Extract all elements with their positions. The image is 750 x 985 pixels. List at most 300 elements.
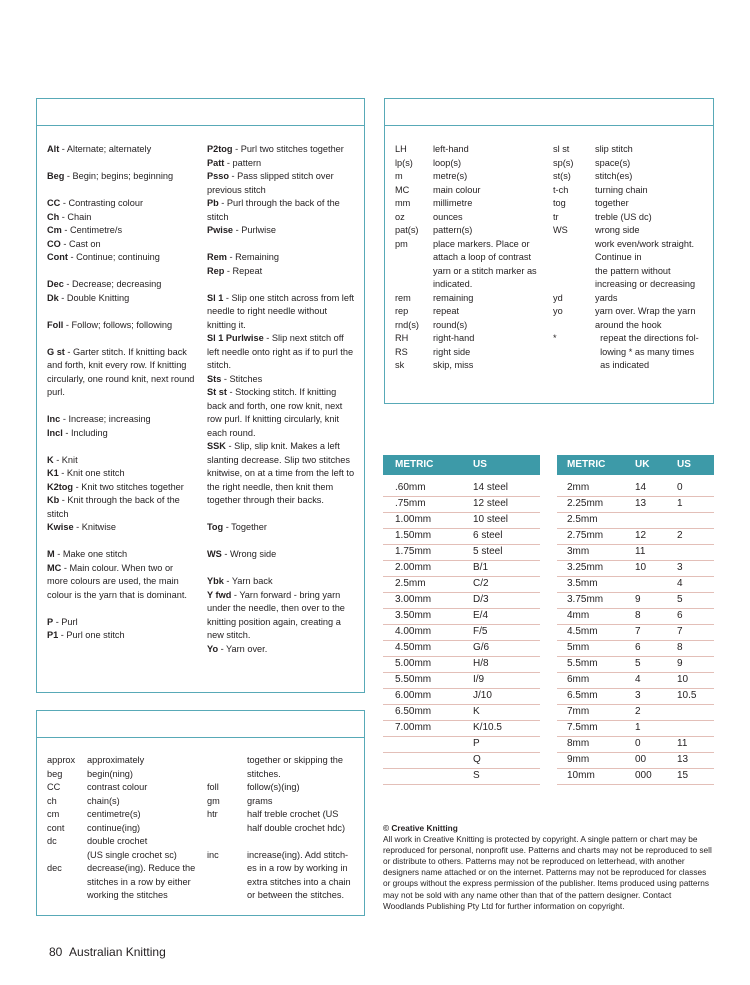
table-cell: 11 [677, 738, 688, 749]
table-cell: .75mm [395, 498, 426, 509]
term-abbreviation: rnd(s) [395, 319, 419, 330]
abbreviation-definition: - Including [62, 427, 108, 438]
term-row [553, 265, 713, 279]
term-row [207, 876, 362, 890]
term-row [47, 862, 209, 876]
abbreviation-definition: - Yarn back [223, 576, 273, 586]
needle-size-header-uk: UK [635, 459, 650, 470]
crochet-terms-box [384, 98, 714, 404]
table-cell: S [473, 770, 480, 781]
table-cell: 6 [635, 642, 641, 653]
abbreviation-term: Pb [207, 198, 219, 208]
term-row [47, 768, 209, 782]
term-row [47, 876, 209, 890]
table-cell: 9 [635, 594, 641, 605]
term-definition: pattern(s) [433, 225, 473, 235]
term-definition: the pattern without [595, 265, 671, 276]
term-row [553, 157, 713, 171]
table-cell: 14 [635, 482, 647, 493]
table-row [557, 480, 714, 497]
term-abbreviation: t-ch [553, 184, 569, 195]
abbreviation-term: P1 [47, 630, 59, 640]
table-row [383, 592, 540, 609]
abbreviation-term: K1 [47, 468, 59, 478]
table-cell: 2 [677, 530, 683, 541]
abbreviation-term: CC [47, 198, 61, 208]
term-abbreviation: beg [47, 768, 63, 779]
abbreviation-entry [47, 211, 195, 225]
table-cell: K/10.5 [473, 722, 502, 733]
table-cell: 3 [635, 690, 641, 701]
term-row [207, 889, 362, 903]
abbreviation-term: Ybk [207, 576, 224, 586]
term-definition: together [595, 198, 629, 208]
abbreviation-term: St st [207, 387, 227, 397]
table-row [557, 720, 714, 737]
table-row [383, 656, 540, 673]
abbreviation-entry [47, 548, 195, 562]
table-cell: 2mm [567, 482, 590, 493]
table-cell: P [473, 738, 480, 749]
term-definition: turning chain [595, 184, 648, 195]
table-cell: 4mm [567, 610, 590, 621]
abbreviation-entry [207, 440, 357, 508]
term-definition: millimetre [433, 198, 473, 208]
abbreviation-term: SSK [207, 441, 226, 451]
term-row [395, 238, 555, 252]
crochet-abbreviations-box [36, 710, 365, 916]
abbreviation-entry [47, 454, 195, 468]
spacer [207, 535, 357, 549]
table-cell: 13 [677, 754, 689, 765]
table-cell: 3 [677, 562, 683, 573]
term-row [207, 808, 362, 822]
table-row [383, 736, 540, 753]
term-row [395, 319, 555, 333]
crochet-terms-column-2 [553, 143, 713, 373]
term-definition: repeat the directions fol- [595, 333, 699, 343]
term-abbreviation: m [395, 171, 403, 181]
term-definition: increase(ing). Add stitch- [247, 849, 349, 860]
abbreviation-entry [47, 427, 195, 441]
term-definition: contrast colour [87, 782, 148, 792]
table-cell: H/8 [473, 658, 489, 669]
term-row [553, 211, 713, 225]
abbreviation-entry [207, 548, 357, 562]
publication-name: Australian Knitting [69, 945, 166, 959]
abbreviation-definition: - Slip, slip knit. Makes a left slanting decrease. Slip two stitches knitwise, on at a time from the left to the right needle, then knit them together through their backs. [207, 441, 355, 505]
abbreviation-term: Tog [207, 522, 224, 532]
term-definition: yarn over. Wrap the yarn [595, 306, 696, 316]
spacer [47, 305, 195, 319]
abbreviation-entry [207, 332, 357, 373]
term-row [395, 157, 555, 171]
hook-size-header-metric: METRIC [395, 459, 434, 470]
abbreviation-definition: - Cast on [60, 238, 101, 249]
crochet-abbreviations-column-2 [207, 754, 362, 903]
table-cell: 5mm [567, 642, 590, 653]
abbreviation-term: Alt [47, 144, 60, 154]
term-abbreviation: dc [47, 836, 57, 846]
abbreviation-entry [207, 197, 357, 224]
table-cell: 10 steel [473, 514, 509, 525]
term-abbreviation: WS [553, 225, 568, 235]
term-definition: extra stitches into a chain [247, 876, 351, 887]
term-abbreviation: yo [553, 306, 563, 316]
table-row [383, 704, 540, 721]
abbreviation-entry [47, 319, 195, 333]
term-row [395, 278, 555, 292]
abbreviation-definition: - Wrong side [221, 549, 277, 559]
term-row [553, 238, 713, 252]
abbreviation-definition: - Yarn over. [218, 643, 268, 654]
table-row [557, 608, 714, 625]
term-row [207, 754, 362, 768]
abbreviation-entry [47, 292, 195, 306]
crochet-terms-column-1 [395, 143, 555, 373]
term-abbreviation: tr [553, 211, 559, 222]
term-row [553, 319, 713, 333]
abbreviation-term: Kwise [47, 522, 74, 532]
abbreviation-term: Rep [207, 265, 225, 276]
table-cell: 4.50mm [395, 642, 432, 653]
spacer [207, 508, 357, 522]
table-row [557, 512, 714, 529]
table-row [383, 768, 540, 785]
term-row [395, 170, 555, 184]
term-abbreviation: oz [395, 211, 405, 222]
table-row [557, 656, 714, 673]
table-cell: C/2 [473, 578, 489, 589]
crochet-abbreviations-header-band [37, 711, 364, 738]
abbreviation-definition: - Stitches [221, 373, 263, 384]
table-cell: 1.50mm [395, 530, 432, 541]
abbreviation-term: P [47, 616, 54, 627]
abbreviation-definition: - Centimetre/s [61, 225, 123, 235]
table-cell: 8 [677, 642, 683, 653]
abbreviation-entry [207, 386, 357, 440]
term-row [47, 754, 209, 768]
table-cell: 2.5mm [395, 578, 426, 589]
table-cell: 10mm [567, 770, 595, 781]
abbreviation-entry [47, 494, 195, 521]
table-row [383, 512, 540, 529]
table-row [383, 608, 540, 625]
term-row [207, 781, 362, 795]
term-abbreviation: sl st [553, 144, 570, 154]
abbreviation-definition: - Yarn forward - bring yarn under the needle, then over to the knitting position again, creating a new stitch. [207, 589, 345, 640]
term-row [207, 849, 362, 863]
term-abbreviation: tog [553, 198, 566, 208]
term-abbreviation: RS [395, 346, 408, 357]
spacer [47, 265, 195, 279]
abbreviation-term: Foll [47, 319, 64, 330]
abbreviation-entry [207, 170, 357, 197]
abbreviation-entry [47, 413, 195, 427]
abbreviation-definition: - Double Knitting [58, 292, 130, 303]
needle-size-header-metric: METRIC [567, 459, 606, 470]
term-row [207, 862, 362, 876]
abbreviation-term: G st [47, 346, 65, 357]
abbreviation-definition: - Knit through the back of the stitch [47, 495, 180, 519]
table-row [557, 736, 714, 753]
table-row [557, 592, 714, 609]
abbreviation-term: Cont [47, 252, 68, 262]
table-cell: D/3 [473, 594, 489, 605]
table-cell: 6mm [567, 674, 590, 685]
abbreviation-term: Ch [47, 211, 60, 222]
term-definition: repeat [433, 306, 460, 316]
abbreviation-definition: - Purl through the back of the stitch [207, 198, 340, 222]
table-cell: J/10 [473, 690, 492, 701]
term-definition: yards [595, 292, 618, 303]
table-cell: 2.75mm [567, 530, 604, 541]
table-cell: 1 [677, 498, 683, 509]
term-row [47, 849, 209, 863]
term-row [395, 265, 555, 279]
term-row [207, 795, 362, 809]
term-row [395, 346, 555, 360]
abbreviation-entry [207, 575, 357, 589]
term-definition: left-hand [433, 144, 469, 154]
term-row [553, 184, 713, 198]
term-row [47, 808, 209, 822]
term-definition: metre(s) [433, 171, 468, 181]
abbreviation-term: Rem [207, 252, 227, 262]
table-cell: 2.25mm [567, 498, 604, 509]
term-row [207, 822, 362, 836]
term-row [47, 835, 209, 849]
term-definition: working the stitches [87, 890, 168, 900]
abbreviation-definition: - Garter stitch. If knitting back and forth, knit every row. If knitting circularly, one round knit, next round purl. [47, 346, 195, 397]
term-row [553, 359, 713, 373]
term-definition: chain(s) [87, 795, 120, 806]
table-cell: 2 [635, 706, 641, 717]
abbreviation-entry [47, 278, 195, 292]
abbreviation-entry [207, 292, 357, 333]
term-definition: yarn or a stitch marker as [433, 265, 537, 276]
table-cell: 5.50mm [395, 674, 432, 685]
term-row [553, 332, 713, 346]
term-definition: skip, miss [433, 360, 474, 370]
term-definition: grams [247, 795, 273, 806]
abbreviation-entry [47, 143, 195, 157]
term-definition: Continue in [595, 252, 642, 262]
term-definition: space(s) [595, 157, 631, 168]
table-cell: 1 [635, 722, 641, 733]
term-definition: half treble crochet (US [247, 809, 339, 819]
abbreviation-term: M [47, 549, 55, 559]
term-definition: remaining [433, 292, 474, 303]
table-cell: 6 steel [473, 530, 503, 541]
term-definition: follow(s)(ing) [247, 782, 300, 792]
term-row [395, 224, 555, 238]
crochet-abbreviations-column-1 [47, 754, 209, 903]
abbreviation-entry [47, 346, 195, 400]
copyright-notice [383, 823, 713, 912]
term-definition: increasing or decreasing [595, 279, 696, 289]
abbreviation-definition: - Follow; follows; following [63, 319, 173, 330]
hook-size-header-us: US [473, 459, 487, 470]
term-row [207, 835, 362, 849]
term-abbreviation: sp(s) [553, 157, 574, 168]
abbreviation-entry [207, 521, 357, 535]
table-row [383, 640, 540, 657]
abbreviation-entry [47, 197, 195, 211]
abbreviation-term: P2tog [207, 144, 233, 154]
abbreviation-term: Sl 1 [207, 292, 224, 303]
abbreviation-term: Psso [207, 171, 229, 181]
abbreviation-definition: - Knitwise [73, 522, 116, 532]
table-cell: 4.00mm [395, 626, 432, 637]
hook-size-table [383, 455, 540, 785]
term-abbreviation: MC [395, 184, 410, 195]
term-abbreviation: ch [47, 795, 57, 806]
abbreviation-entry [47, 170, 195, 184]
table-cell: 7 [635, 626, 641, 637]
table-cell: 5 [635, 658, 641, 669]
table-cell: I/9 [473, 674, 485, 685]
table-cell: Q [473, 754, 481, 765]
abbreviation-definition: - Knit two stitches together [73, 481, 184, 492]
table-cell: 5 steel [473, 546, 503, 557]
knitting-abbreviations-box [36, 98, 365, 693]
table-row [557, 624, 714, 641]
table-cell: E/4 [473, 610, 489, 621]
needle-size-table-header [557, 455, 714, 475]
term-definition: treble (US dc) [595, 211, 652, 222]
term-definition: place markers. Place or [433, 238, 530, 249]
term-abbreviation: LH [395, 144, 407, 154]
term-row [553, 251, 713, 265]
term-row [553, 170, 713, 184]
term-definition: slip stitch [595, 144, 633, 154]
table-cell: 10 [635, 562, 647, 573]
abbreviation-entry [47, 521, 195, 535]
table-cell: 8mm [567, 738, 590, 749]
abbreviation-term: CO [47, 238, 61, 249]
table-row [383, 624, 540, 641]
abbreviation-term: Incl [47, 427, 63, 438]
table-row [557, 672, 714, 689]
abbreviation-term: Yo [207, 643, 219, 654]
table-row [557, 496, 714, 513]
abbreviation-term: Kb [47, 495, 60, 505]
abbreviation-definition: - Make one stitch [54, 549, 128, 559]
abbreviation-entry [207, 265, 357, 279]
copyright-body: All work in Creative Knitting is protected by copyright. A single pattern or chart may be reproduced for personal, nonprofit use. Patterns and charts may not be reproduced to sell or distribute to others. Patterns may not be reproduced on letterhead, with another designers name attached or on the internet. Patterns may not be reproduced for classes or groups without the express permission of the publisher. Items produced using patterns may not be sold with any name other than that of the pattern designer. Contact Woodlands Publishing Pty Ltd for further information on copyright. [383, 834, 712, 911]
abbreviation-definition: - Purlwise [233, 225, 276, 235]
abbreviation-term: Beg [47, 171, 65, 181]
term-row [395, 332, 555, 346]
spacer [47, 332, 195, 346]
abbreviation-definition: - Pass slipped stitch over previous stitch [207, 171, 334, 195]
term-definition: begin(ning) [87, 768, 133, 779]
table-cell: 14 steel [473, 482, 509, 493]
abbreviation-definition: - Increase; increasing [60, 414, 151, 424]
term-row [553, 197, 713, 211]
term-row [395, 292, 555, 306]
abbreviation-definition: - Slip one stitch across from left needle to right needle without knitting it. [207, 292, 355, 330]
table-cell: 12 [635, 530, 647, 541]
abbreviation-term: Dec [47, 279, 64, 289]
abbreviation-definition: - Decrease; decreasing [63, 279, 162, 289]
table-cell: 4 [677, 578, 683, 589]
abbreviation-definition: - Purl [53, 616, 78, 627]
term-definition: right side [433, 346, 471, 357]
table-row [557, 704, 714, 721]
abbreviation-entry [47, 562, 195, 603]
abbreviation-definition: - Knit [53, 454, 78, 465]
term-definition: centimetre(s) [87, 809, 141, 819]
term-row [47, 889, 209, 903]
table-row [557, 752, 714, 769]
term-row [395, 251, 555, 265]
term-row [553, 278, 713, 292]
table-row [383, 688, 540, 705]
abbreviation-definition: - Purl one stitch [58, 630, 125, 640]
abbreviation-definition: - Remaining [226, 252, 280, 262]
abbreviation-definition: - Chain [59, 211, 92, 222]
table-cell: 6.00mm [395, 690, 432, 701]
table-row [383, 544, 540, 561]
spacer [207, 238, 357, 252]
term-definition: lowing * as many times [595, 346, 695, 357]
term-definition: round(s) [433, 319, 468, 330]
hook-size-table-header [383, 455, 540, 475]
abbreviation-term: Y fwd [207, 589, 232, 600]
term-definition: continue(ing) [87, 822, 141, 833]
term-definition: or between the stitches. [247, 890, 345, 900]
abbreviation-entry [47, 467, 195, 481]
term-row [395, 184, 555, 198]
table-cell: 6.5mm [567, 690, 598, 701]
table-cell: 10 [677, 674, 689, 685]
abbreviation-entry [207, 643, 357, 657]
abbreviation-definition: - Begin; begins; beginning [64, 171, 174, 181]
term-abbreviation: inc [207, 849, 219, 860]
abbreviation-entry [47, 481, 195, 495]
term-abbreviation: pat(s) [395, 225, 419, 235]
abbreviation-entry [47, 251, 195, 265]
term-row [207, 768, 362, 782]
table-row [383, 496, 540, 513]
page-footer [49, 944, 166, 960]
spacer [47, 535, 195, 549]
abbreviation-definition: - Main colour. When two or more colours are used, the main colour is the yarn that is dominant. [47, 562, 187, 600]
term-abbreviation: cont [47, 822, 65, 833]
term-abbreviation: CC [47, 782, 61, 792]
spacer [207, 278, 357, 292]
abbreviation-term: MC [47, 562, 62, 573]
term-definition: around the hook [595, 319, 662, 330]
table-cell: 1.75mm [395, 546, 432, 557]
table-cell: 5 [677, 594, 683, 605]
abbreviation-term: K2tog [47, 481, 74, 492]
term-definition: attach a loop of contrast [433, 252, 532, 262]
table-cell: 7 [677, 626, 683, 637]
table-cell: 15 [677, 770, 689, 781]
term-abbreviation: cm [47, 809, 60, 819]
abbreviation-entry [47, 629, 195, 643]
abbreviation-definition: - Repeat [224, 265, 263, 276]
spacer [47, 602, 195, 616]
table-cell: 4.5mm [567, 626, 598, 637]
table-cell: 6.50mm [395, 706, 432, 717]
table-cell: 7.5mm [567, 722, 598, 733]
table-row [557, 640, 714, 657]
page-number: 80 [49, 945, 63, 959]
